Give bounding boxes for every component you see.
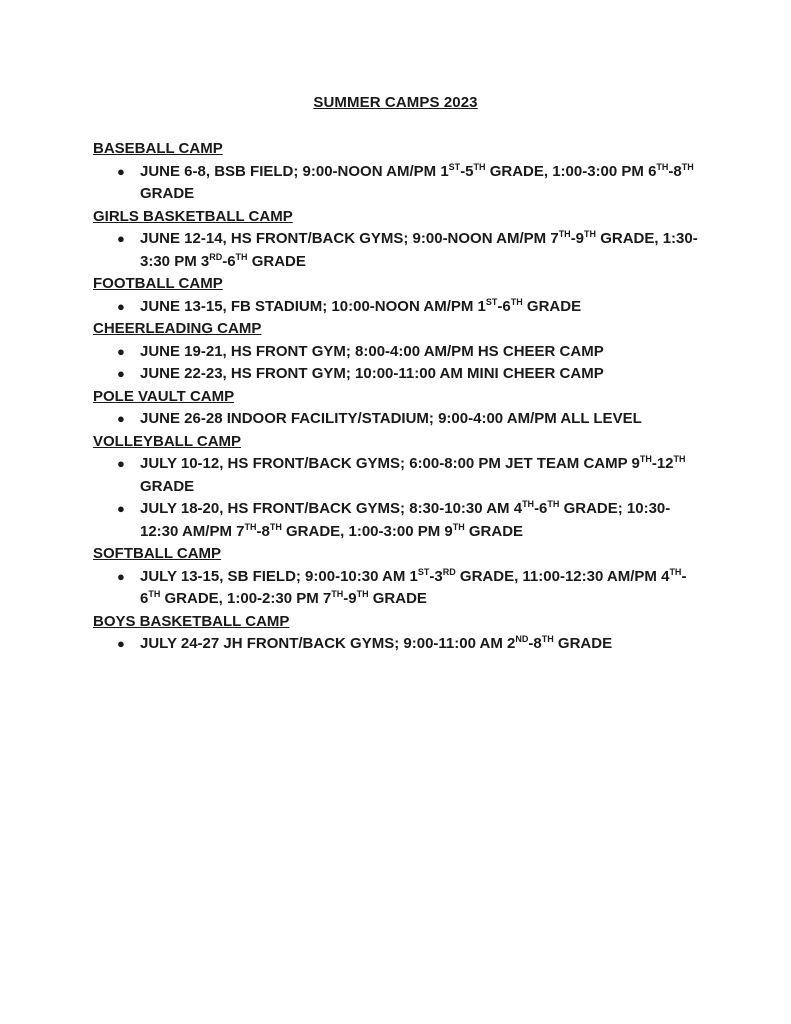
- camp-sessions-list: [93, 566, 703, 611]
- ordinal-suffix: RD: [209, 251, 223, 262]
- camp-session-item: [93, 498, 703, 543]
- ordinal-suffix: TH: [452, 521, 465, 532]
- section-title: BASEBALL CAMP: [93, 140, 223, 157]
- camp-session-item: [93, 228, 703, 273]
- session-text: GRADE: [368, 590, 427, 607]
- ordinal-suffix: TH: [473, 161, 486, 172]
- ordinal-suffix: TH: [331, 589, 344, 599]
- ordinal-suffix: TH: [356, 589, 369, 599]
- camp-section: [93, 138, 703, 206]
- section-title: POLE VAULT CAMP: [93, 387, 235, 405]
- bullet-icon: ●: [117, 636, 125, 651]
- session-text: JULY 10-12, HS FRONT/BACK GYMS; 6:00-8:00 PM JET TEAM CAMP 9: [140, 455, 640, 472]
- session-text: -6: [222, 252, 236, 270]
- section-title: VOLLEYBALL CAMP: [93, 432, 242, 450]
- ordinal-suffix: ST: [448, 161, 461, 172]
- session-text: JUNE 22-23, HS FRONT GYM; 10:00-11:00 AM MINI CHEER CAMP: [140, 365, 604, 382]
- session-text: JULY 18-20, HS FRONT/BACK GYMS; 8:30-10:30 AM 4: [140, 500, 523, 517]
- camp-session-item: [93, 408, 703, 431]
- camp-sessions-list: [93, 341, 703, 386]
- ordinal-suffix: TH: [522, 499, 535, 509]
- camp-section: [93, 273, 703, 318]
- camp-session-item: [93, 161, 703, 206]
- session-text: GRADE: [464, 522, 524, 540]
- camp-sessions-list: [93, 161, 703, 206]
- session-text: -6: [497, 297, 511, 315]
- section-title: CHEERLEADING CAMP: [93, 320, 262, 337]
- camp-section: [93, 431, 703, 544]
- ordinal-suffix: TH: [148, 589, 161, 599]
- ordinal-suffix: ND: [515, 634, 529, 644]
- session-text: -9: [343, 590, 357, 607]
- camp-session-item: [93, 363, 703, 386]
- bullet-icon: ●: [117, 568, 125, 584]
- section-title: FOOTBALL CAMP: [93, 275, 223, 292]
- ordinal-suffix: TH: [656, 161, 669, 172]
- camp-sessions-list: [93, 633, 703, 656]
- session-text: -8: [528, 635, 542, 652]
- session-text: GRADE: [553, 635, 613, 652]
- ordinal-suffix: RD: [442, 566, 456, 577]
- session-text: JUNE 6-8, BSB FIELD; 9:00-NOON AM/PM 1: [140, 162, 449, 180]
- session-text: JUNE 19-21, HS FRONT GYM; 8:00-4:00 AM/PM HS CHEER CAMP: [140, 342, 604, 360]
- camp-session-item: [93, 296, 703, 319]
- camp-session-item: [93, 633, 703, 656]
- camp-session-item: [93, 453, 703, 498]
- session-text: GRADE, 1:30-3:30 PM 3: [140, 230, 698, 270]
- section-title: SOFTBALL CAMP: [93, 545, 222, 562]
- bullet-icon: ●: [117, 501, 125, 516]
- camp-section: [93, 543, 703, 611]
- session-text: -6: [534, 500, 548, 517]
- session-text: -12: [651, 455, 674, 472]
- ordinal-suffix: TH: [558, 229, 571, 239]
- bullet-icon: ●: [117, 456, 125, 471]
- session-text: -9: [570, 230, 585, 247]
- ordinal-suffix: ST: [417, 566, 430, 577]
- camp-section: [93, 206, 703, 274]
- session-text: JUNE 12-14, HS FRONT/BACK GYMS; 9:00-NOON AM/PM 7: [140, 230, 559, 247]
- camp-session-item: [93, 566, 703, 611]
- camp-sessions-list: [93, 453, 703, 543]
- session-text: GRADE: [522, 297, 582, 315]
- ordinal-suffix: TH: [510, 296, 523, 307]
- bullet-icon: ●: [117, 366, 125, 381]
- bullet-icon: ●: [117, 231, 125, 246]
- session-text: GRADE, 1:00-3:00 PM 9: [281, 522, 453, 540]
- session-text: JULY 24-27 JH FRONT/BACK GYMS; 9:00-11:00 AM 2: [140, 635, 516, 652]
- camp-section: [93, 318, 703, 386]
- session-text: GRADE; 10:30-12:30 AM/PM 7: [140, 500, 671, 540]
- ordinal-suffix: TH: [547, 499, 560, 509]
- ordinal-suffix: TH: [541, 634, 554, 644]
- ordinal-suffix: TH: [673, 454, 686, 464]
- section-title: BOYS BASKETBALL CAMP: [93, 612, 290, 630]
- camp-sessions-list: [93, 296, 703, 319]
- ordinal-suffix: TH: [681, 161, 694, 172]
- camp-sessions-list: [93, 408, 703, 431]
- session-text: -3: [429, 567, 443, 585]
- camps-list: [93, 138, 703, 656]
- ordinal-suffix: TH: [584, 229, 597, 239]
- session-text: -8: [668, 162, 682, 180]
- camp-section: [93, 386, 703, 431]
- session-text: JULY 13-15, SB FIELD; 9:00-10:30 AM 1: [140, 567, 418, 585]
- section-title: GIRLS BASKETBALL CAMP: [93, 207, 293, 225]
- bullet-icon: ●: [117, 298, 125, 314]
- ordinal-suffix: TH: [269, 521, 282, 532]
- session-text: JUNE 26-28 INDOOR FACILITY/STADIUM; 9:00-4:00 AM/PM ALL LEVEL: [140, 410, 642, 427]
- bullet-icon: ●: [117, 411, 125, 426]
- session-text: JUNE 13-15, FB STADIUM; 10:00-NOON AM/PM 1: [140, 297, 486, 315]
- session-text: -8: [256, 522, 270, 540]
- session-text: GRADE: [140, 162, 698, 202]
- session-text: -5: [460, 162, 474, 180]
- bullet-icon: ●: [117, 163, 125, 179]
- document-title: SUMMER CAMPS 2023: [313, 94, 478, 111]
- session-text: GRADE, 1:00-3:00 PM 6: [485, 162, 657, 180]
- session-text: GRADE, 1:00-2:30 PM 7: [160, 590, 332, 607]
- session-text: GRADE, 11:00-12:30 AM/PM 4: [455, 567, 670, 585]
- camp-section: [93, 611, 703, 656]
- ordinal-suffix: TH: [235, 251, 248, 262]
- ordinal-suffix: TH: [244, 521, 257, 532]
- session-text: -6: [140, 567, 687, 607]
- camp-sessions-list: [93, 228, 703, 273]
- session-text: GRADE: [247, 252, 306, 270]
- bullet-icon: ●: [117, 343, 125, 359]
- session-text: GRADE: [140, 455, 690, 495]
- camp-session-item: [93, 341, 703, 364]
- ordinal-suffix: TH: [639, 454, 652, 464]
- ordinal-suffix: ST: [485, 296, 498, 307]
- ordinal-suffix: TH: [669, 566, 682, 577]
